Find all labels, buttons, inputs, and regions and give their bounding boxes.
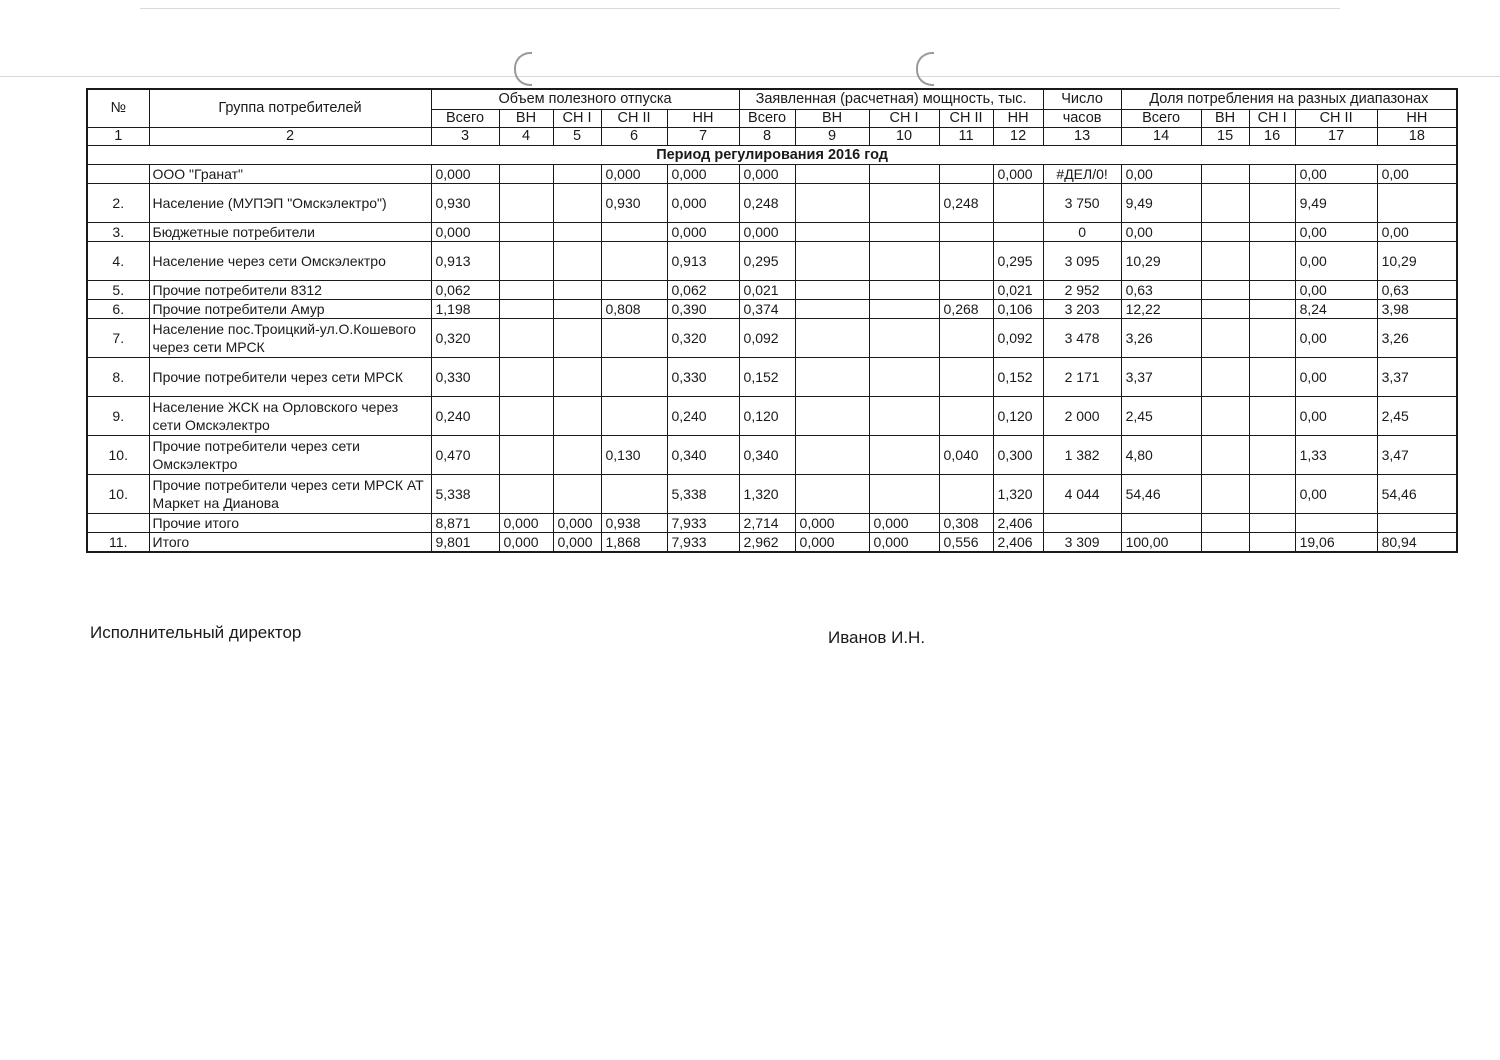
row-value-cell: 3,98 xyxy=(1377,300,1457,319)
row-value-cell xyxy=(499,223,553,242)
row-value-cell: 0,913 xyxy=(431,242,499,281)
row-value-cell: 0,00 xyxy=(1377,165,1457,184)
row-value-cell: 2,45 xyxy=(1121,397,1201,436)
row-value-cell xyxy=(795,300,869,319)
table-row xyxy=(87,475,1457,514)
row-value-cell: 0,000 xyxy=(499,533,553,553)
row-value-cell: 0,000 xyxy=(869,533,939,553)
row-consumer-group: Население ЖСК на Орловского через сети Омскэлектро xyxy=(149,397,431,436)
row-value-cell: 3,37 xyxy=(1377,358,1457,397)
row-value-cell: 0,320 xyxy=(431,319,499,358)
row-value-cell: 9,49 xyxy=(1121,184,1201,223)
row-value-cell: 1,868 xyxy=(601,533,667,553)
row-value-cell: 0,556 xyxy=(939,533,993,553)
row-consumer-group: Прочие потребители Амур xyxy=(149,300,431,319)
row-value-cell xyxy=(869,397,939,436)
row-value-cell: 2,45 xyxy=(1377,397,1457,436)
row-value-cell xyxy=(1249,436,1295,475)
row-value-cell xyxy=(795,184,869,223)
row-value-cell xyxy=(1249,242,1295,281)
header-column-number: 14 xyxy=(1121,128,1201,146)
row-value-cell xyxy=(1121,514,1201,533)
row-value-cell: 2 000 xyxy=(1043,397,1121,436)
row-value-cell: 0,240 xyxy=(667,397,739,436)
row-value-cell: 0,021 xyxy=(993,281,1043,300)
row-value-cell: 0,330 xyxy=(431,358,499,397)
row-value-cell: 0,308 xyxy=(939,514,993,533)
row-value-cell: 0,340 xyxy=(667,436,739,475)
row-value-cell xyxy=(869,184,939,223)
row-value-cell: 0,330 xyxy=(667,358,739,397)
header-subcolumn: ВН xyxy=(499,110,553,128)
header-column-number: 7 xyxy=(667,128,739,146)
row-value-cell: 0,320 xyxy=(667,319,739,358)
row-value-cell: 0,000 xyxy=(601,165,667,184)
row-value-cell xyxy=(1201,319,1249,358)
header-hours-line2: часов xyxy=(1043,110,1121,128)
row-value-cell: 0,120 xyxy=(739,397,795,436)
row-value-cell: 3,26 xyxy=(1121,319,1201,358)
header-subcolumn: СН II xyxy=(1295,110,1377,128)
row-value-cell: 1,33 xyxy=(1295,436,1377,475)
header-column-number: 12 xyxy=(993,128,1043,146)
signature-name: Иванов И.Н. xyxy=(828,628,926,647)
row-value-cell: 0,248 xyxy=(739,184,795,223)
header-subcolumn: НН xyxy=(993,110,1043,128)
row-value-cell: 0,00 xyxy=(1121,165,1201,184)
row-value-cell xyxy=(499,165,553,184)
row-value-cell xyxy=(1377,184,1457,223)
row-consumer-group: Прочие итого xyxy=(149,514,431,533)
header-column-number: 8 xyxy=(739,128,795,146)
row-number: 7. xyxy=(87,319,149,358)
row-value-cell xyxy=(601,475,667,514)
row-value-cell: 0,040 xyxy=(939,436,993,475)
row-value-cell: 9,801 xyxy=(431,533,499,553)
header-column-number: 2 xyxy=(149,128,431,146)
row-value-cell xyxy=(939,281,993,300)
row-value-cell: 0,248 xyxy=(939,184,993,223)
row-value-cell xyxy=(1201,242,1249,281)
row-value-cell: 10,29 xyxy=(1377,242,1457,281)
row-value-cell: 0,63 xyxy=(1377,281,1457,300)
header-subcolumn: НН xyxy=(1377,110,1457,128)
row-value-cell xyxy=(1201,300,1249,319)
header-column-number: 13 xyxy=(1043,128,1121,146)
row-value-cell xyxy=(1249,533,1295,553)
row-value-cell xyxy=(1201,475,1249,514)
row-value-cell: 0,930 xyxy=(601,184,667,223)
row-value-cell: 0,00 xyxy=(1295,358,1377,397)
row-value-cell: 0,092 xyxy=(739,319,795,358)
header-subcolumn: СН I xyxy=(1249,110,1295,128)
row-value-cell xyxy=(499,184,553,223)
row-value-cell: 5,338 xyxy=(431,475,499,514)
row-value-cell xyxy=(869,281,939,300)
row-value-cell: 2,714 xyxy=(739,514,795,533)
row-value-cell xyxy=(869,319,939,358)
row-value-cell: 0,00 xyxy=(1295,223,1377,242)
row-consumer-group: Население пос.Троицкий-ул.О.Кошевого через сети МРСК xyxy=(149,319,431,358)
row-value-cell xyxy=(869,358,939,397)
row-value-cell xyxy=(1201,358,1249,397)
header-subcolumn: Всего xyxy=(431,110,499,128)
row-value-cell xyxy=(553,300,601,319)
row-value-cell: 2 171 xyxy=(1043,358,1121,397)
header-hours-line1: Число xyxy=(1043,89,1121,110)
header-volume: Объем полезного отпуска xyxy=(431,89,739,110)
row-value-cell xyxy=(1249,397,1295,436)
row-value-cell xyxy=(553,223,601,242)
row-number: 10. xyxy=(87,436,149,475)
row-value-cell: 0,000 xyxy=(431,165,499,184)
row-value-cell xyxy=(553,319,601,358)
row-value-cell: 54,46 xyxy=(1121,475,1201,514)
row-number: 3. xyxy=(87,223,149,242)
row-value-cell xyxy=(1201,184,1249,223)
row-value-cell: 0,938 xyxy=(601,514,667,533)
header-subcolumn: СН II xyxy=(939,110,993,128)
row-value-cell: 54,46 xyxy=(1377,475,1457,514)
row-value-cell xyxy=(1201,514,1249,533)
row-value-cell: 0,470 xyxy=(431,436,499,475)
row-value-cell: 4 044 xyxy=(1043,475,1121,514)
row-value-cell: 0,240 xyxy=(431,397,499,436)
row-value-cell xyxy=(1201,436,1249,475)
row-value-cell: 4,80 xyxy=(1121,436,1201,475)
table-row xyxy=(87,397,1457,436)
row-value-cell: 0,000 xyxy=(795,514,869,533)
row-value-cell: 0,000 xyxy=(499,514,553,533)
consumption-table-wrapper xyxy=(86,88,1456,553)
row-value-cell xyxy=(795,242,869,281)
row-number: 4. xyxy=(87,242,149,281)
row-value-cell xyxy=(601,319,667,358)
header-column-number: 18 xyxy=(1377,128,1457,146)
row-value-cell: 0,000 xyxy=(869,514,939,533)
row-value-cell xyxy=(869,475,939,514)
row-value-cell: 0,930 xyxy=(431,184,499,223)
header-no: № xyxy=(87,89,149,128)
row-value-cell xyxy=(795,281,869,300)
header-column-number: 16 xyxy=(1249,128,1295,146)
row-value-cell xyxy=(499,358,553,397)
header-power: Заявленная (расчетная) мощность, тыс. xyxy=(739,89,1043,110)
row-value-cell xyxy=(553,358,601,397)
row-value-cell xyxy=(1201,281,1249,300)
row-value-cell: 1 382 xyxy=(1043,436,1121,475)
row-value-cell: 2,406 xyxy=(993,514,1043,533)
row-value-cell: 0,152 xyxy=(993,358,1043,397)
row-value-cell: 0,120 xyxy=(993,397,1043,436)
row-value-cell: 0,152 xyxy=(739,358,795,397)
row-consumer-group: Итого xyxy=(149,533,431,553)
table-row xyxy=(87,242,1457,281)
row-value-cell: 0,00 xyxy=(1295,165,1377,184)
header-subcolumn: СН I xyxy=(869,110,939,128)
table-row xyxy=(87,223,1457,242)
row-value-cell: 0,000 xyxy=(553,514,601,533)
header-share: Доля потребления на разных диапазонах xyxy=(1121,89,1457,110)
header-column-number: 3 xyxy=(431,128,499,146)
row-consumer-group: Прочие потребители через сети МРСК АТ Маркет на Дианова xyxy=(149,475,431,514)
row-value-cell xyxy=(869,165,939,184)
row-consumer-group: Прочие потребители через сети Омскэлектро xyxy=(149,436,431,475)
row-value-cell xyxy=(795,397,869,436)
row-value-cell: 0 xyxy=(1043,223,1121,242)
row-value-cell: 0,021 xyxy=(739,281,795,300)
row-value-cell: 1,320 xyxy=(993,475,1043,514)
row-value-cell xyxy=(553,165,601,184)
row-value-cell: 3,26 xyxy=(1377,319,1457,358)
row-value-cell: 3 750 xyxy=(1043,184,1121,223)
row-value-cell: 0,340 xyxy=(739,436,795,475)
row-value-cell xyxy=(1249,358,1295,397)
row-value-cell xyxy=(1249,475,1295,514)
row-value-cell xyxy=(499,300,553,319)
row-value-cell: 5,338 xyxy=(667,475,739,514)
row-value-cell xyxy=(601,242,667,281)
row-value-cell xyxy=(795,165,869,184)
row-value-cell: 7,933 xyxy=(667,514,739,533)
row-value-cell xyxy=(795,358,869,397)
row-value-cell: 3,37 xyxy=(1121,358,1201,397)
punch-hole-mark xyxy=(916,52,934,86)
table-row xyxy=(87,436,1457,475)
row-value-cell: 3 478 xyxy=(1043,319,1121,358)
row-value-cell: 2,406 xyxy=(993,533,1043,553)
row-value-cell: 0,000 xyxy=(795,533,869,553)
row-value-cell: 0,00 xyxy=(1121,223,1201,242)
row-value-cell xyxy=(993,223,1043,242)
scan-artifact-line xyxy=(140,8,1340,9)
header-column-number: 17 xyxy=(1295,128,1377,146)
header-subcolumn: Всего xyxy=(1121,110,1201,128)
table-row xyxy=(87,165,1457,184)
row-value-cell xyxy=(1249,281,1295,300)
row-value-cell xyxy=(1249,300,1295,319)
row-value-cell xyxy=(795,223,869,242)
row-value-cell: 8,871 xyxy=(431,514,499,533)
row-value-cell xyxy=(1249,319,1295,358)
row-value-cell xyxy=(1249,223,1295,242)
row-value-cell xyxy=(939,319,993,358)
header-column-numbers xyxy=(87,128,1457,146)
table-row xyxy=(87,281,1457,300)
signature-position: Исполнительный директор xyxy=(90,623,302,642)
header-column-number: 10 xyxy=(869,128,939,146)
row-value-cell: 0,062 xyxy=(431,281,499,300)
row-value-cell: 0,00 xyxy=(1295,242,1377,281)
header-column-number: 4 xyxy=(499,128,553,146)
row-value-cell: 0,295 xyxy=(993,242,1043,281)
row-value-cell: 19,06 xyxy=(1295,533,1377,553)
row-value-cell xyxy=(869,300,939,319)
header-column-number: 9 xyxy=(795,128,869,146)
row-value-cell: 0,00 xyxy=(1295,281,1377,300)
row-value-cell: 100,00 xyxy=(1121,533,1201,553)
row-number xyxy=(87,165,149,184)
row-value-cell: 0,63 xyxy=(1121,281,1201,300)
row-value-cell: 0,000 xyxy=(739,165,795,184)
header-subcolumn: СН II xyxy=(601,110,667,128)
row-value-cell xyxy=(553,184,601,223)
row-value-cell: 3 309 xyxy=(1043,533,1121,553)
row-value-cell xyxy=(1201,533,1249,553)
row-value-cell: 12,22 xyxy=(1121,300,1201,319)
row-value-cell xyxy=(499,436,553,475)
row-value-cell xyxy=(499,281,553,300)
row-value-cell: 3 095 xyxy=(1043,242,1121,281)
row-value-cell xyxy=(1377,514,1457,533)
table-row xyxy=(87,358,1457,397)
row-value-cell: 0,374 xyxy=(739,300,795,319)
row-value-cell xyxy=(601,358,667,397)
row-value-cell: 0,092 xyxy=(993,319,1043,358)
row-value-cell xyxy=(795,319,869,358)
header-subcolumn: ВН xyxy=(795,110,869,128)
row-value-cell: 8,24 xyxy=(1295,300,1377,319)
row-value-cell: 0,130 xyxy=(601,436,667,475)
row-value-cell: 0,000 xyxy=(431,223,499,242)
period-label: Период регулирования 2016 год xyxy=(87,146,1457,165)
row-value-cell xyxy=(939,358,993,397)
row-value-cell: 0,808 xyxy=(601,300,667,319)
row-value-cell xyxy=(1201,165,1249,184)
row-value-cell xyxy=(553,242,601,281)
row-value-cell xyxy=(601,223,667,242)
row-consumer-group: Прочие потребители 8312 xyxy=(149,281,431,300)
row-value-cell xyxy=(795,436,869,475)
row-value-cell xyxy=(553,397,601,436)
row-value-cell: 0,913 xyxy=(667,242,739,281)
row-value-cell xyxy=(939,165,993,184)
row-value-cell: #ДЕЛ/0! xyxy=(1043,165,1121,184)
table-header xyxy=(87,89,1457,146)
table-row xyxy=(87,533,1457,553)
row-value-cell xyxy=(939,475,993,514)
row-value-cell: 0,00 xyxy=(1295,397,1377,436)
row-value-cell xyxy=(939,223,993,242)
row-number: 5. xyxy=(87,281,149,300)
row-value-cell xyxy=(499,397,553,436)
row-value-cell: 3 203 xyxy=(1043,300,1121,319)
row-value-cell xyxy=(939,242,993,281)
header-subcolumn: СН I xyxy=(553,110,601,128)
row-value-cell: 0,00 xyxy=(1295,319,1377,358)
row-value-cell xyxy=(1043,514,1121,533)
row-value-cell xyxy=(869,242,939,281)
row-value-cell: 0,062 xyxy=(667,281,739,300)
row-value-cell: 0,000 xyxy=(667,165,739,184)
scan-artifact-line xyxy=(0,76,1500,77)
row-value-cell xyxy=(553,475,601,514)
header-column-number: 11 xyxy=(939,128,993,146)
row-number: 8. xyxy=(87,358,149,397)
row-value-cell xyxy=(601,397,667,436)
row-number: 2. xyxy=(87,184,149,223)
row-value-cell xyxy=(499,242,553,281)
table-row xyxy=(87,319,1457,358)
row-value-cell xyxy=(939,397,993,436)
row-value-cell: 0,106 xyxy=(993,300,1043,319)
header-column-number: 6 xyxy=(601,128,667,146)
row-value-cell: 0,295 xyxy=(739,242,795,281)
table-row xyxy=(87,300,1457,319)
row-value-cell xyxy=(869,436,939,475)
row-value-cell: 0,00 xyxy=(1295,475,1377,514)
row-value-cell: 0,000 xyxy=(667,184,739,223)
row-consumer-group: Бюджетные потребители xyxy=(149,223,431,242)
row-number xyxy=(87,514,149,533)
row-number: 9. xyxy=(87,397,149,436)
row-value-cell: 3,47 xyxy=(1377,436,1457,475)
row-value-cell: 0,000 xyxy=(667,223,739,242)
header-column-number: 15 xyxy=(1201,128,1249,146)
header-subcolumn: Всего xyxy=(739,110,795,128)
row-number: 10. xyxy=(87,475,149,514)
header-column-number: 1 xyxy=(87,128,149,146)
row-value-cell xyxy=(1249,514,1295,533)
consumption-table xyxy=(86,88,1458,553)
row-value-cell xyxy=(795,475,869,514)
table-row xyxy=(87,184,1457,223)
row-number: 6. xyxy=(87,300,149,319)
row-consumer-group: ООО "Гранат" xyxy=(149,165,431,184)
header-subcolumn: НН xyxy=(667,110,739,128)
row-value-cell: 0,268 xyxy=(939,300,993,319)
row-value-cell: 0,000 xyxy=(993,165,1043,184)
row-value-cell: 80,94 xyxy=(1377,533,1457,553)
row-value-cell: 0,390 xyxy=(667,300,739,319)
row-value-cell: 0,000 xyxy=(739,223,795,242)
row-value-cell: 2 952 xyxy=(1043,281,1121,300)
header-group: Группа потребителей xyxy=(149,89,431,128)
row-value-cell xyxy=(499,319,553,358)
row-value-cell: 0,300 xyxy=(993,436,1043,475)
punch-hole-mark xyxy=(514,52,532,86)
row-value-cell xyxy=(1201,223,1249,242)
row-value-cell xyxy=(1249,165,1295,184)
row-value-cell: 0,00 xyxy=(1377,223,1457,242)
row-value-cell xyxy=(1249,184,1295,223)
table-body xyxy=(87,146,1457,553)
row-value-cell: 9,49 xyxy=(1295,184,1377,223)
row-value-cell xyxy=(1295,514,1377,533)
row-value-cell xyxy=(869,223,939,242)
row-number: 11. xyxy=(87,533,149,553)
row-value-cell: 1,320 xyxy=(739,475,795,514)
row-value-cell: 10,29 xyxy=(1121,242,1201,281)
row-value-cell xyxy=(1201,397,1249,436)
row-value-cell: 1,198 xyxy=(431,300,499,319)
table-row xyxy=(87,514,1457,533)
header-column-number: 5 xyxy=(553,128,601,146)
row-value-cell: 0,000 xyxy=(553,533,601,553)
header-subcolumn: ВН xyxy=(1201,110,1249,128)
row-value-cell: 7,933 xyxy=(667,533,739,553)
row-value-cell xyxy=(601,281,667,300)
row-value-cell xyxy=(553,436,601,475)
row-value-cell: 2,962 xyxy=(739,533,795,553)
row-value-cell xyxy=(553,281,601,300)
row-value-cell xyxy=(993,184,1043,223)
row-consumer-group: Население (МУПЭП "Омскэлектро") xyxy=(149,184,431,223)
row-consumer-group: Население через сети Омскэлектро xyxy=(149,242,431,281)
row-value-cell xyxy=(499,475,553,514)
row-consumer-group: Прочие потребители через сети МРСК xyxy=(149,358,431,397)
